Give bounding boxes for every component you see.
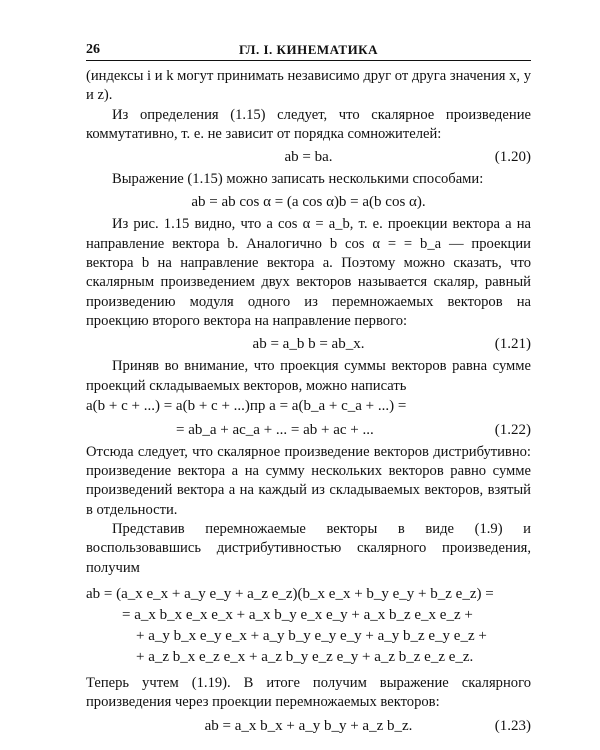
equation-1-22-line1: a(b + c + ...) = a(b + c + ...)пр a = a(b_a + c_a + ...) = xyxy=(86,397,407,414)
equation-1-21-formula: ab = a_b b = ab_x. xyxy=(252,336,365,353)
equation-1-22-number: (1.22) xyxy=(494,421,531,438)
page-header xyxy=(86,40,531,61)
paragraph-distributive: Отсюда следует, что скалярное произведение векторов дистрибутивно: произведение вектора a на сумму нескольких векторов равно сумме произведений вектора a на каждый из складываемых векторов, взятый в отдельности. xyxy=(86,443,531,518)
chapter-title: ГЛ. I. КИНЕМАТИКА xyxy=(239,42,378,57)
equation-1-15-forms xyxy=(86,191,531,213)
paragraph-representing: Представив перемножаемые векторы в виде (1.9) и воспользовавшись дистрибутивностью скалярного произведения, получим xyxy=(86,521,531,576)
equation-expansion-line3: + a_y b_x e_y e_x + a_y b_y e_y e_y + a_y b_z e_y e_z + xyxy=(136,627,487,644)
equation-1-20-number: (1.20) xyxy=(494,149,531,166)
equation-1-21-number: (1.21) xyxy=(494,336,531,353)
paragraph-expression: Выражение (1.15) можно записать несколькими способами: xyxy=(112,171,484,188)
equation-1-22-line2: = ab_a + ac_a + ... = ab + ac + ... xyxy=(176,421,374,438)
equation-1-23-formula: ab = a_x b_x + a_y b_y + a_z b_z. xyxy=(204,717,413,734)
equation-expansion-line4: + a_z b_x e_z e_x + a_z b_y e_z e_y + a_z b_z e_z e_z. xyxy=(136,648,474,665)
book-page xyxy=(86,40,531,739)
paragraph-indices: (индексы i и k могут принимать независимо друг от друга значения x, y и z). xyxy=(86,68,532,104)
equation-1-20 xyxy=(86,146,531,168)
paragraph-projection: Из рис. 1.15 видно, что a cos α = a_b, т. е. проекции вектора a на направление вектора b. Аналогично b cos α = = b_a — проекции вектора b на направление вектора a. Поэтому можно сказать, что скалярным произведением двух векторов называется скаляр, равный произведению модуля одного из перемножаемых векторов на проекцию второго вектора на направление первого: xyxy=(86,216,531,329)
paragraph-sum-projection: Приняв во внимание, что проекция суммы векторов равна сумме проекций складываемых векторов, можно написать xyxy=(86,358,531,394)
equation-1-23-number: (1.23) xyxy=(494,717,531,734)
paragraph-conclusion: Теперь учтем (1.19). В итоге получим выражение скалярного произведения через проекции перемножаемых векторов: xyxy=(86,674,531,711)
equation-expansion-line1: ab = (a_x e_x + a_y e_y + a_z e_z)(b_x e_x + b_y e_y + b_z e_z) = xyxy=(86,585,494,602)
equation-1-21 xyxy=(86,333,531,355)
equation-1-22 xyxy=(86,419,531,441)
equation-1-20-formula: ab = ba. xyxy=(284,149,333,166)
equation-1-23 xyxy=(86,715,531,737)
page-number: 26 xyxy=(86,42,100,57)
equation-1-15-forms-formula: ab = ab cos α = (a cos α)b = a(b cos α). xyxy=(191,194,426,211)
equation-expansion-line2: = a_x b_x e_x e_x + a_x b_y e_x e_y + a_x b_z e_x e_z + xyxy=(122,606,473,623)
paragraph-commutative: Из определения (1.15) следует, что скалярное произведение коммутативно, т. е. не зависит от порядка сомножителей: xyxy=(86,106,531,142)
